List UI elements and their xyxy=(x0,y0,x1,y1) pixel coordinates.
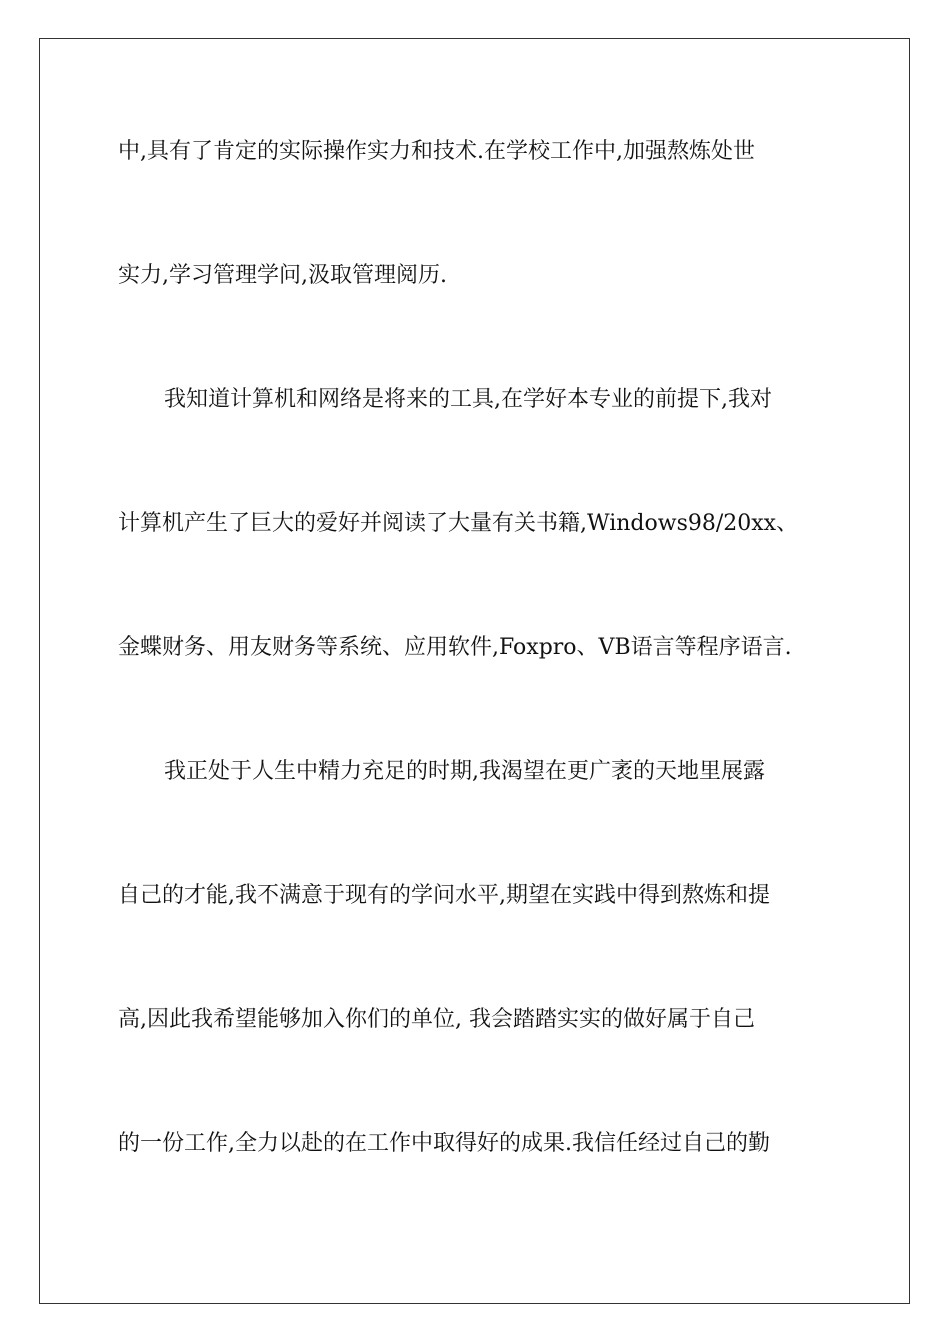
text-line: 的一份工作,全力以赴的在工作中取得好的成果.我信任经过自己的勤 xyxy=(118,1131,770,1156)
text-line: 自己的才能,我不满意于现有的学问水平,期望在实践中得到熬炼和提 xyxy=(118,883,770,908)
text-line: 中,具有了肯定的实际操作实力和技术.在学校工作中,加强熬炼处世 xyxy=(118,139,755,164)
text-line: 计算机产生了巨大的爱好并阅读了大量有关书籍,Windows98/20xx、 xyxy=(118,511,799,536)
document-page xyxy=(39,38,910,1304)
text-line: 高,因此我希望能够加入你们的单位, 我会踏踏实实的做好属于自己 xyxy=(118,1007,755,1032)
text-line: 金蝶财务、用友财务等系统、应用软件,Foxpro、VB语言等程序语言. xyxy=(118,635,792,660)
text-line: 实力,学习管理学问,汲取管理阅历. xyxy=(118,263,447,288)
paragraph-start-line: 我正处于人生中精力充足的时期,我渴望在更广袤的天地里展露 xyxy=(164,759,765,784)
paragraph-start-line: 我知道计算机和网络是将来的工具,在学好本专业的前提下,我对 xyxy=(164,387,772,412)
